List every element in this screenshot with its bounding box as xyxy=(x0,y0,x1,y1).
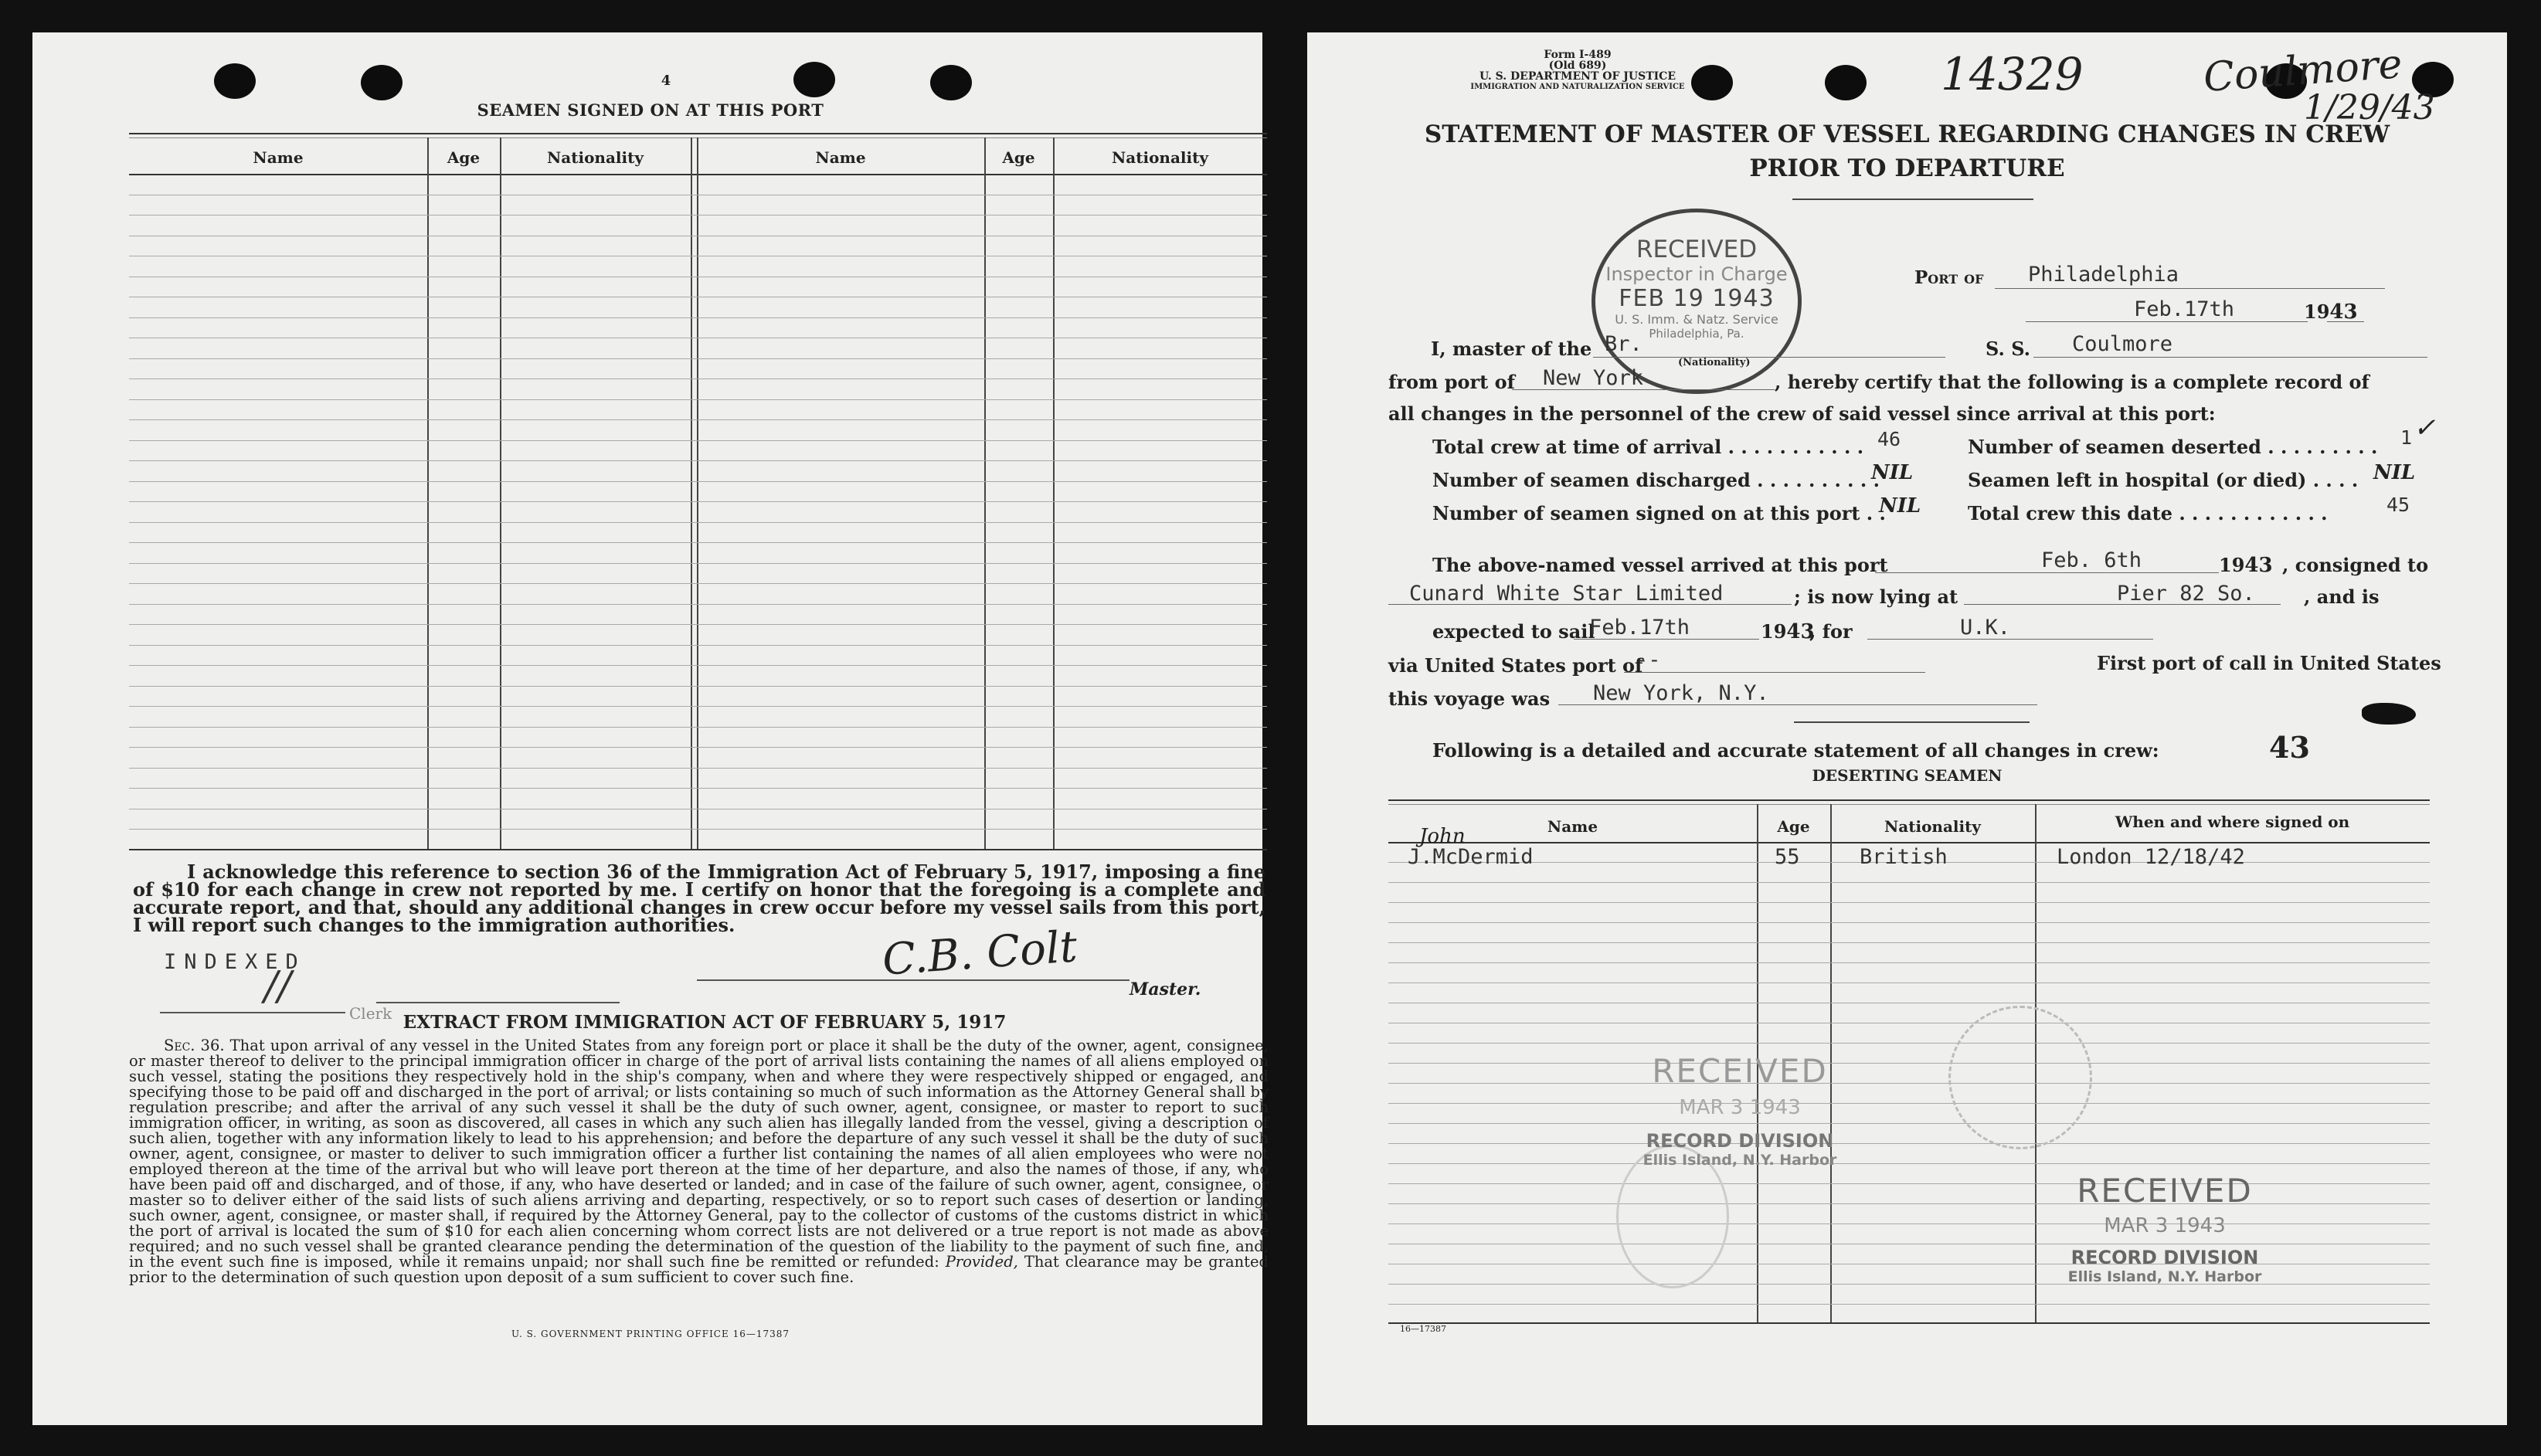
table-rule xyxy=(129,727,1267,728)
check-mark: ✓ xyxy=(2414,412,2436,443)
punch-hole xyxy=(1825,65,1867,100)
total-crew-arrival: 46 xyxy=(1877,428,1901,450)
deserter-signed-on: London 12/18/42 xyxy=(2057,845,2245,869)
table-rule xyxy=(1388,942,2430,943)
extract-text: Sec. 36. That upon arrival of any vessel in the United States from any foreign port or place it shall be the duty of the owner, agent, consignee, or master thereof to deliver to the principal immigration officer in charge of the port of arrival lists containing the names of all aliens employed on such vessel, stating the positions they respectively hold in the ship's company, when and where they were respectively shipped or engaged, and specifying those to be paid off and discharged in the port of arrival; or lists containing so much of such information as the Attorney General shall by regulation prescribe; and after the arrival of any such vessel it shall be the duty of such owner, agent, consignee, or master to report to such immigration officer, in writing, as soon as discovered, all cases in which any such alien has illegally landed from the vessel, giving a description of such alien, together with any information likely to lead to his apprehension; and before the departure of any such vessel it shall be the duty of such owner, agent, consignee, or master to deliver to such immigration officer a further list containing the names of all alien employees who were not employed thereon at the time of the arrival but who will leave port thereon at the time of her departure, and also the names of those, if any, who have been paid off and discharged, and of those, if any, who have deserted or landed; and in case of the failure of such owner, agent, consignee, or master so to deliver either of the said lists of such aliens arriving and departing, respectively, or so to report such cases of desertion or landing, such owner, agent, consignee, or master shall, if required by the Attorney General, pay to the collector of customs of the customs district in which the port of arrival is located the sum of $10 for each alien concerning whom correct lists are not delivered or a true report is not made as above required; and no such vessel shall be granted clearance pending the determination of the question of the liability to the payment of such fine, and, in the event such fine is imposed, while it remains unpaid; nor shall such fine be remitted or refunded: Provided, That clearance may be granted prior to the determination of such question upon deposit of a sum sufficient to cover such fine. xyxy=(129,1037,1269,1286)
now-lying-label: ; is now lying at xyxy=(1794,585,1958,608)
table-rule xyxy=(129,378,1267,379)
pier-value: Pier 82 So. xyxy=(2117,582,2255,606)
table-rule xyxy=(1388,962,2430,963)
discharged-label: Number of seamen discharged . . . . . . . . . . xyxy=(1432,469,1880,491)
sail-date: Feb.17th xyxy=(1589,616,1690,640)
hospital-label: Seamen left in hospital (or died) . . . . xyxy=(1968,469,2359,491)
table-rule xyxy=(1388,882,2430,883)
form-title: STATEMENT OF MASTER OF VESSEL REGARDING CHANGES IN CREW PRIOR TO DEPARTURE xyxy=(1424,120,2390,182)
left-page xyxy=(32,32,1269,1425)
handwritten-ship: Coulmore xyxy=(2202,41,2404,101)
certify-text: , hereby certify that the following is a complete record of xyxy=(1775,371,2369,393)
expected-to-sail-label: expected to sail xyxy=(1432,620,1595,643)
deserter-nationality: British xyxy=(1860,845,1948,869)
received-stamp-2: RECEIVED MAR 3 1943 RECORD DIVISION Ellis Island, N.Y. Harbor xyxy=(1642,1052,1837,1169)
arrived-text: The above-named vessel arrived at this port xyxy=(1432,554,1888,576)
nationality-value: Br. xyxy=(1605,332,1642,356)
table-rule xyxy=(1388,1123,2430,1124)
table-rule xyxy=(129,604,1267,605)
col-nationality: Nationality xyxy=(1884,817,1981,836)
seamen-signed-title: SEAMEN SIGNED ON AT THIS PORT xyxy=(477,100,824,120)
table-rule xyxy=(1388,1083,2430,1084)
master-of-label: I, master of the xyxy=(1431,338,1592,360)
ss-value: Coulmore xyxy=(2072,332,2173,356)
faint-seal xyxy=(1948,1006,2092,1149)
arrived-year: 43 xyxy=(2244,554,2273,577)
total-date-label: Total crew this date . . . . . . . . . . . . xyxy=(1968,502,2328,524)
table-rule xyxy=(129,358,1267,359)
following-text: Following is a detailed and accurate statement of all changes in crew: xyxy=(1432,739,2159,762)
deserter-name-handwritten: John xyxy=(1419,825,1466,848)
punch-hole xyxy=(361,65,403,100)
table-rule xyxy=(129,419,1267,420)
received-stamp: RECEIVED Inspector in Charge FEB 19 1943 U. S. Imm. & Natz. Service Philadelphia, Pa. xyxy=(1592,209,1802,394)
clerk-initials: ∕∕ xyxy=(264,963,292,1010)
ss-label: S. S. xyxy=(1986,338,2031,360)
port-value: Philadelphia xyxy=(2028,263,2179,287)
handwritten-date: 1/29/43 xyxy=(2304,88,2435,127)
for-label: , for xyxy=(1809,620,1853,643)
deserting-title: DESERTING SEAMEN xyxy=(1812,766,2003,785)
table-rule xyxy=(129,215,1267,216)
col-signed-on: When and where signed on xyxy=(2115,813,2350,831)
handwritten-number: 14329 xyxy=(1941,48,2084,100)
table-rule xyxy=(1388,1043,2430,1044)
from-port-label: from port of xyxy=(1388,371,1515,393)
col-age: Age xyxy=(1002,148,1035,167)
table-rule xyxy=(129,747,1267,748)
col-name: Name xyxy=(1547,817,1598,836)
table-rule xyxy=(129,317,1267,318)
table-rule xyxy=(129,665,1267,666)
punch-hole xyxy=(793,62,835,97)
table-rule xyxy=(129,788,1267,789)
table-rule xyxy=(129,481,1267,482)
date-value: Feb.17th xyxy=(2134,297,2235,321)
col-age: Age xyxy=(447,148,481,167)
nationality-label: (Nationality) xyxy=(1678,357,1751,368)
table-rule xyxy=(129,440,1267,441)
table-rule xyxy=(129,542,1267,543)
first-port-value: New York, N.Y. xyxy=(1593,681,1769,705)
acknowledgement-text: I acknowledge this reference to section 36 of the Immigration Act of February 5, 1917, imposing a fine of $10 for each change in crew not reported by me. I certify on honor that the foregoing is a complete and accurate report, and that, should any additional changes in crew occur before my vessel sails from this port, I will report such changes to the immigration authorities. xyxy=(133,860,1265,936)
ink-blot xyxy=(2362,703,2416,725)
col-name: Name xyxy=(253,148,304,167)
table-rule xyxy=(1388,1103,2430,1104)
printer-line: 16—17387 xyxy=(1400,1324,1446,1334)
deserter-age: 55 xyxy=(1775,845,1800,869)
consigned-to-label: , consigned to xyxy=(2282,554,2429,576)
table-rule xyxy=(1388,1304,2430,1305)
table-rule xyxy=(129,460,1267,461)
via-value: -- xyxy=(1636,648,1661,672)
discharged-value: NIL xyxy=(1871,461,1914,484)
arrived-date: Feb. 6th xyxy=(2041,548,2142,572)
table-rule xyxy=(129,706,1267,707)
punch-hole xyxy=(930,65,972,100)
handwritten-count: 43 xyxy=(2269,730,2310,765)
this-voyage-label: this voyage was xyxy=(1388,687,1551,710)
punch-hole xyxy=(214,63,256,99)
port-of-label: Port of xyxy=(1914,267,1984,288)
sail-year: 43 xyxy=(1786,620,1815,643)
col-name: Name xyxy=(815,148,866,167)
col-nationality: Nationality xyxy=(547,148,644,167)
table-rule xyxy=(129,563,1267,564)
destination: U.K. xyxy=(1960,616,2011,640)
table-rule xyxy=(1388,902,2430,903)
first-port-label: First port of call in United States xyxy=(2097,652,2441,674)
table-rule xyxy=(129,522,1267,523)
master-label: Master. xyxy=(1130,979,1201,1000)
deserted-value: 1 xyxy=(2400,426,2413,449)
deserted-label: Number of seamen deserted . . . . . . . . . xyxy=(1968,436,2378,458)
indexed-stamp: INDEXED xyxy=(164,950,306,974)
clerk-label: Clerk xyxy=(349,1004,392,1023)
table-rule xyxy=(129,501,1267,502)
printer-line: U. S. GOVERNMENT PRINTING OFFICE 16—17387 xyxy=(511,1329,790,1339)
via-label: via United States port of xyxy=(1388,654,1643,677)
date-year: 43 xyxy=(2329,300,2358,324)
table-rule xyxy=(129,399,1267,400)
table-rule xyxy=(1388,1063,2430,1064)
col-nationality: Nationality xyxy=(1112,148,1208,167)
col-age: Age xyxy=(1777,817,1810,836)
total-crew-arrival-label: Total crew at time of arrival . . . . . . . . . . . xyxy=(1432,436,1864,458)
extract-title: EXTRACT FROM IMMIGRATION ACT OF FEBRUARY 5, 1917 xyxy=(403,1012,1007,1033)
table-rule xyxy=(129,686,1267,687)
form-header: Form I-489 (Old 689) U. S. DEPARTMENT OF JUSTICE IMMIGRATION AND NATURALIZATION SERVICE xyxy=(1470,49,1685,91)
signed-on-label: Number of seamen signed on at this port . . xyxy=(1432,502,1886,524)
all-changes-text: all changes in the personnel of the crew of said vessel since arrival at this port: xyxy=(1388,402,2216,425)
total-date-value: 45 xyxy=(2386,494,2410,516)
right-page: Form I-489 (Old 689) U. S. DEPARTMENT OF JUSTICE IMMIGRATION AND NATURALIZATION SERVICE 14329 Coulmore 1/29/43 STATEMENT OF MASTER OF VESSEL REGARDING CHANGES IN CREW PRIOR TO DEPARTURE RECEIVED Inspector in Charge FEB 19 1943 U. S. Imm. & Natz. Service Philadelphia, Pa. Port of Philadelphia Feb.17th 1943 I, master of the Br. (Nationality) S. S. Coulmore from port of New York , hereby certify that the following is a complete record of all changes in the personnel of the crew of said vessel since arrival at this port: Total crew at time of arrival . . . . . . . . . . . 46 Number of seamen deserted . . . . . . . . . 1 ✓ Number of seamen discharged . . . . . . . . . . NIL Seamen left in hospital (or died) . . . . NIL Number of seamen signed on at this port . . NIL Total crew this date . . . . . . . . . . . . 45 The above-named vessel arrived at this port Feb. 6th 1943 , consigned to Cunard White Star Limited ; is now lying at Pier 82 So. , and is expected to sail Feb.17th 1943 , for U.K. via United States port of -- First port of call in United States this voyage was New York, N.Y. Following is a detailed and accurate statement of all changes in crew: 43 DESERTING SEAMEN Name Age Nationality When and where signed on J.McDermid John 55 British London 12/18/42 RECEIVED MAR 3 1943 RECORD DIVISION Ellis Island, N.Y. Harbor RECEIVED MAR 3 1943 RECORD DIVISION Ellis Island, N.Y. Harbor 16—17387 xyxy=(1307,32,2507,1425)
date-year-prefix: 19 xyxy=(2304,300,2330,323)
table-rule xyxy=(1388,1163,2430,1164)
punch-hole xyxy=(1691,65,1733,100)
table-rule xyxy=(129,645,1267,646)
signed-on-value: NIL xyxy=(1879,494,1921,518)
page-number: 4 xyxy=(661,73,671,89)
table-rule xyxy=(129,768,1267,769)
deserter-name: J.McDermid xyxy=(1408,845,1534,869)
year-19: 19 xyxy=(2219,554,2245,576)
consignee: Cunard White Star Limited xyxy=(1409,582,1724,606)
table-rule xyxy=(129,829,1267,830)
master-signature: C.B. Colt xyxy=(881,921,1079,986)
and-is-label: , and is xyxy=(2304,585,2380,608)
received-stamp-3: RECEIVED MAR 3 1943 RECORD DIVISION Ellis Island, N.Y. Harbor xyxy=(2067,1172,2262,1285)
from-port-value: New York xyxy=(1543,366,1644,390)
table-rule xyxy=(129,624,1267,625)
hospital-value: NIL xyxy=(2373,461,2416,484)
table-rule xyxy=(1388,922,2430,923)
table-rule xyxy=(1388,1143,2430,1144)
table-rule xyxy=(129,583,1267,584)
